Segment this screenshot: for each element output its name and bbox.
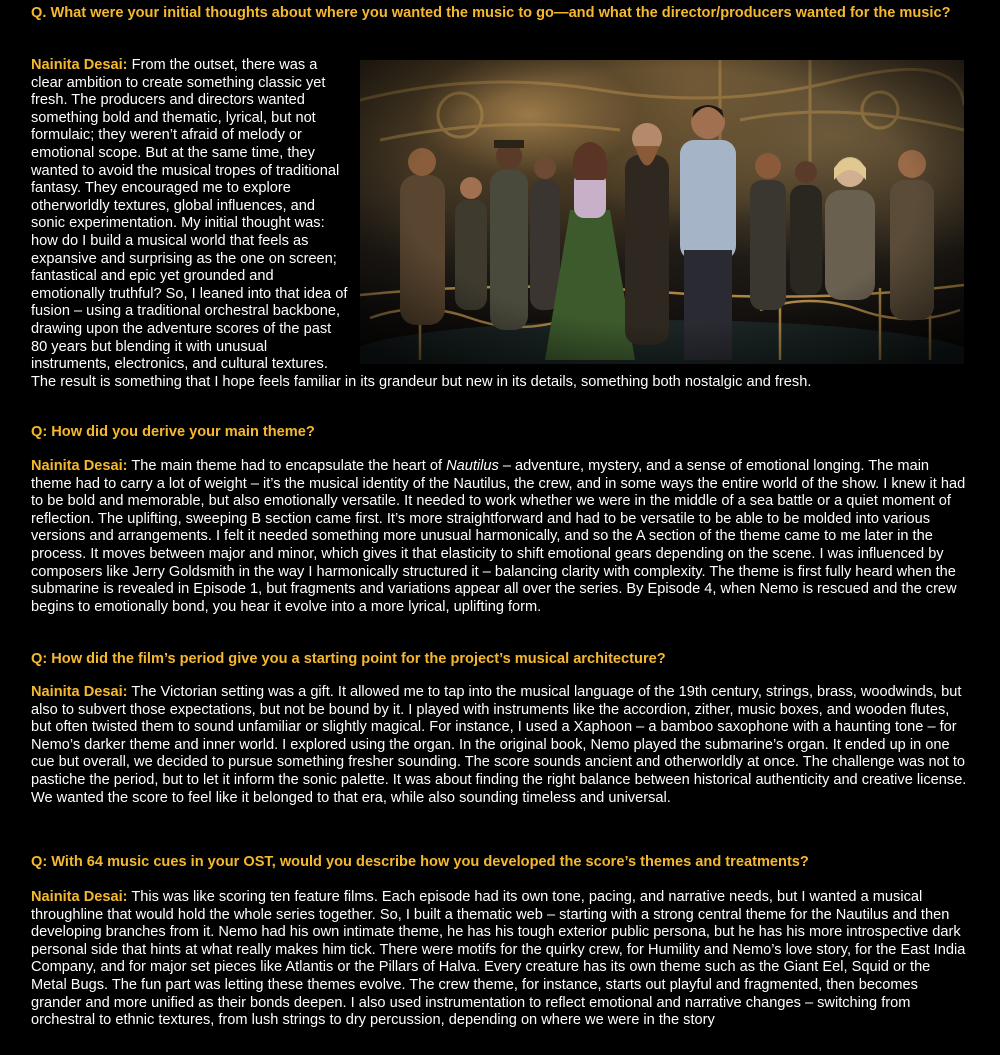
answer-2 xyxy=(31,458,970,616)
question-2 xyxy=(31,424,970,442)
question-4-text: Q: With 64 music cues in your OST, would you describe how you developed the score’s themes and treatments? xyxy=(31,854,809,870)
answer-2-body-end: – adventure, mystery, and a sense of emotional longing. The main theme had to carry a lot of weight – it’s the musical identity of the Nautilus, the crew, and in some ways the entire world of the show. I knew it had to be bold and memorable, but also emotionally versatile. It needed to work whether we were in the middle of a sea battle or a quiet moment of reflection. The uplifting, sweeping B section came first. It’s more straightforward and had to be versatile to be able to be molded into various versions and arrangements. I felt it needed something more unusual harmonically, and so the A section of the theme came to me later in the process. It moves between major and minor, which gives it that elasticity to shift emotional gears depending on the scene. I was influenced by composers like Jerry Goldsmith in the way I harmonically structured it – balancing clarity with complexity. The theme is first fully heard when the submarine is revealed in Episode 1, but fragments and variations appear all over the series. By Episode 4, when Nemo is rescued and the crew begins to emotionally bond, you hear it evolve into a more lyrical, uplifting form. xyxy=(31,458,966,615)
question-1-text: Q. What were your initial thoughts about where you wanted the music to go—and what the director/producers wanted for the music? xyxy=(31,5,951,21)
answer-3-text xyxy=(31,684,970,807)
speaker-label: Nainita Desai: xyxy=(31,458,128,474)
speaker-label: Nainita Desai: xyxy=(31,57,128,73)
speaker-label: Nainita Desai: xyxy=(31,684,128,700)
question-1 xyxy=(31,5,970,23)
answer-1-body: From the outset, there was a clear ambition to create something classic yet fresh. The producers and directors wanted something bold and thematic, lyrical, but not formulaic; they weren’t afraid of melody or emotional scope. But at the same time, they wanted to avoid the musical tropes of traditional fantasy. They encouraged me to explore otherworldly textures, global influences, and sonic experimentation. My initial thought was: how do I build a musical world that feels as expansive and surprising as the one on screen; fantastical and epic yet grounded and emotionally truthful? So, I leaned into that idea of fusion – using a traditional orchestral backbone, drawing upon the adventure scores of the past 80 years but blending it with unusual instruments, electronics, and cultural textures. The result is something that I hope feels familiar in its grandeur but new in its details, something both nostalgic and fresh. xyxy=(31,57,812,390)
answer-2-body-start: The main theme had to encapsulate the heart of xyxy=(131,458,447,474)
question-3-text: Q: How did the film’s period give you a starting point for the project’s musical architecture? xyxy=(31,651,666,667)
answer-3-body: The Victorian setting was a gift. It allowed me to tap into the musical language of the 19th century, strings, brass, woodwinds, but also to subvert those expectations, but not be bound by it. I played with instruments like the accordion, zither, music boxes, and wooden flutes, but often twisted them to sound unfamiliar or slightly magical. For instance, I used a Xaphoon – a bamboo saxophone with a haunting tone – for Nemo’s darker theme and inner world. I explored using the organ. In the original book, Nemo played the submarine’s organ. It ended up in one cue but overall, we decided to pursue something fresher sounding. The score sounds ancient and otherworldly at once. The challenge was not to pastiche the period, but to let it inform the sonic palette. It was about finding the right balance between historical authenticity and creative license. We wanted the score to feel like it belonged to that era, while also sounding timeless and universal. xyxy=(31,684,967,806)
answer-2-title-italic: Nautilus xyxy=(446,458,499,474)
question-2-text: Q: How did you derive your main theme? xyxy=(31,424,315,440)
answer-4-body: This was like scoring ten feature films. Each episode had its own tone, pacing, and narrative needs, but I wanted a musical throughline that would hold the whole series together. So, I built a thematic web – starting with a strong central theme for the Nautilus and then developing branches from it. Nemo had his own intimate theme, he has his tough exterior public persona, but he has his more introspective dark personal side that hints at what really makes him tick. There were motifs for the quirky crew, for Humility and Nemo’s love story, for the East India Company, and for major set pieces like Atlantis or the Pillars of Halva. Every creature has its own theme such as the Giant Eel, Squid or the Metal Bugs. The fun part was letting these themes evolve. The crew theme, for instance, starts out playful and fragmented, then becomes grander and more unified as their bonds deepen. I also used instrumentation to reflect emotional and narrative changes – switching from orchestral to ethnic textures, from lush strings to dry percussion, depending on where we were in the story xyxy=(31,889,966,1029)
answer-1 xyxy=(31,57,970,391)
speaker-label: Nainita Desai: xyxy=(31,889,128,905)
answer-4 xyxy=(31,889,970,1030)
question-3 xyxy=(31,651,970,669)
crew-scene-illustration xyxy=(360,60,964,364)
answer-3 xyxy=(31,684,970,807)
question-4 xyxy=(31,854,970,872)
crew-scene-image xyxy=(360,60,964,364)
answer-4-text xyxy=(31,889,970,1030)
answer-2-text xyxy=(31,458,970,616)
